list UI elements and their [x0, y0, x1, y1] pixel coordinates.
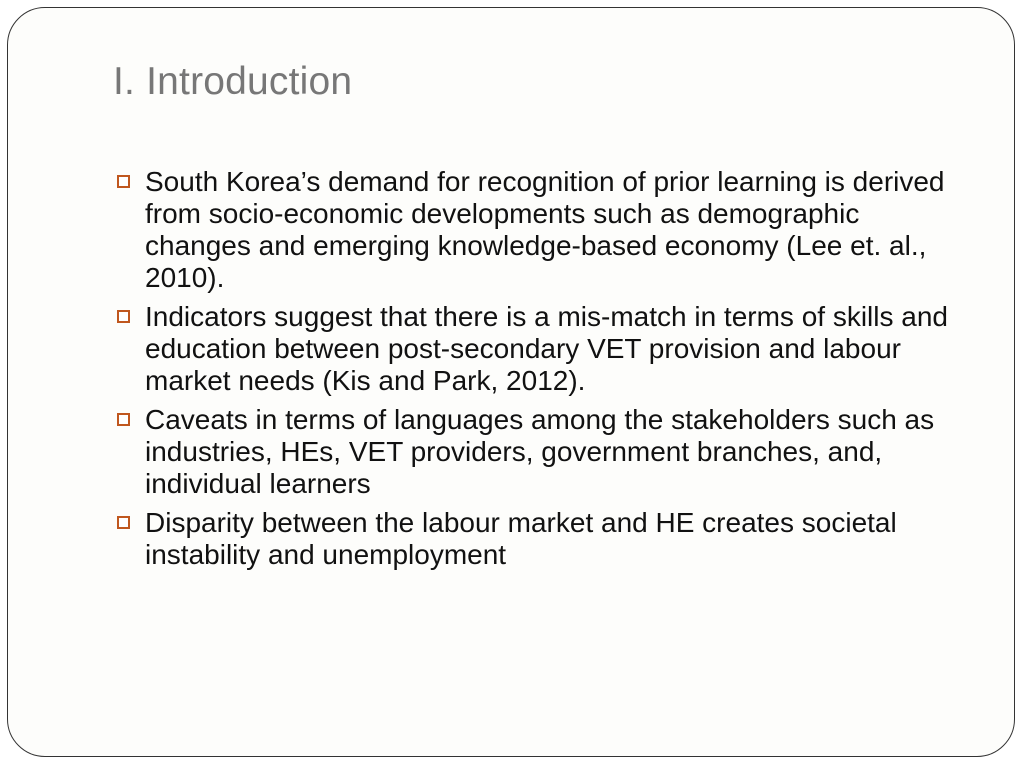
slide-title: I. Introduction	[113, 60, 353, 103]
bullet-item	[117, 507, 967, 571]
bullet-text: Disparity between the labour market and HE creates societal instability and unemployment	[145, 507, 897, 570]
hollow-square-bullet-icon	[117, 310, 130, 323]
bullet-text: South Korea’s demand for recognition of prior learning is derived from socio-economic developments such as demographic changes and emerging knowledge-based economy (Lee et. al., 2010).	[145, 166, 945, 293]
bullet-item	[117, 404, 967, 500]
hollow-square-bullet-icon	[117, 516, 130, 529]
bullet-text: Indicators suggest that there is a mis-match in terms of skills and education between post-secondary VET provision and labour market needs (Kis and Park, 2012).	[145, 301, 948, 396]
bullet-item	[117, 166, 967, 294]
bullet-text: Caveats in terms of languages among the stakeholders such as industries, HEs, VET providers, government branches, and, individual learners	[145, 404, 935, 499]
hollow-square-bullet-icon	[117, 175, 130, 188]
bullet-item	[117, 301, 967, 397]
bullet-list	[117, 166, 967, 578]
hollow-square-bullet-icon	[117, 413, 130, 426]
